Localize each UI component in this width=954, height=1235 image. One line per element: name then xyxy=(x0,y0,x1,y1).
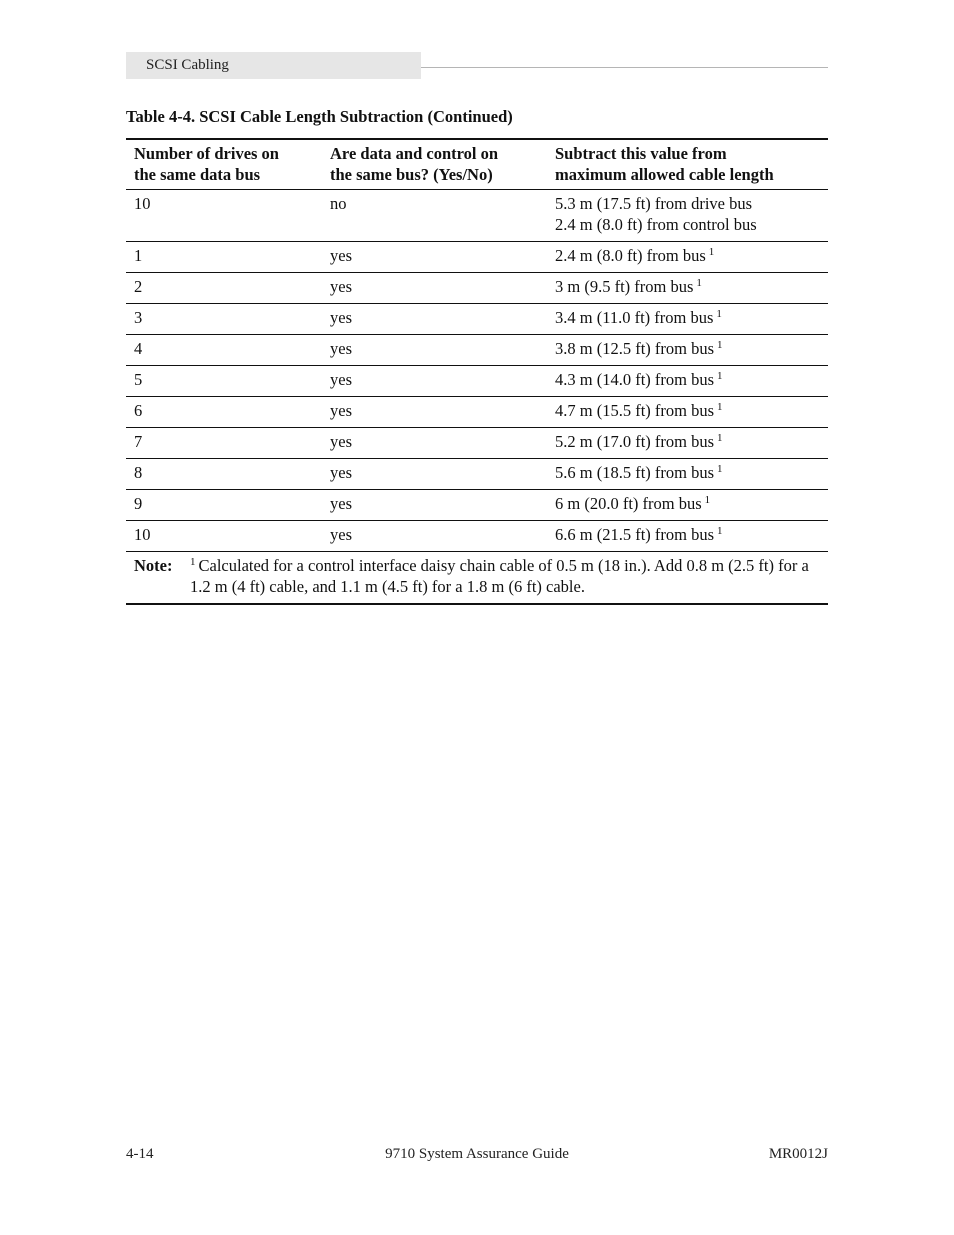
table-row xyxy=(126,459,828,490)
column-header-drives: Number of drives on the same data bus xyxy=(134,144,279,184)
cell-drives: 4 xyxy=(134,339,143,358)
cell-subtract xyxy=(547,273,828,304)
footnote-marker: 1 xyxy=(717,339,723,351)
cell-same-bus: no xyxy=(330,194,347,213)
table-note-cell xyxy=(126,552,828,605)
table-row xyxy=(126,335,828,366)
subtract-value: 5.3 m (17.5 ft) from drive bus xyxy=(555,194,753,213)
cell-drives: 2 xyxy=(134,277,143,296)
footer-title: 9710 System Assurance Guide xyxy=(385,1146,569,1162)
cell-subtract xyxy=(547,190,828,242)
cell-subtract xyxy=(547,397,828,428)
cell-drives: 7 xyxy=(134,432,143,451)
table-header-row xyxy=(126,139,828,190)
cell-subtract xyxy=(547,521,828,552)
cell-same-bus: yes xyxy=(330,525,352,544)
cell-subtract xyxy=(547,366,828,397)
cell-subtract xyxy=(547,490,828,521)
subtract-value: 3.8 m (12.5 ft) from bus xyxy=(555,339,715,358)
cell-subtract xyxy=(547,335,828,366)
table-row xyxy=(126,366,828,397)
footer-doc-id: MR0012J xyxy=(768,1146,828,1162)
cell-drives: 8 xyxy=(134,463,143,482)
cell-same-bus: yes xyxy=(330,308,352,327)
running-header-tab xyxy=(126,52,421,79)
subtract-value: 6 m (20.0 ft) from bus xyxy=(555,494,702,513)
footnote-marker: 1 xyxy=(717,432,723,444)
cell-drives: 5 xyxy=(134,370,143,389)
table-row xyxy=(126,428,828,459)
header-rule xyxy=(421,67,828,68)
note-footnote-marker: 1 xyxy=(190,556,196,568)
footnote-marker: 1 xyxy=(696,277,702,289)
cable-length-table xyxy=(126,138,828,605)
cell-same-bus: yes xyxy=(330,432,352,451)
running-header-section: SCSI Cabling xyxy=(146,57,229,73)
table-row xyxy=(126,190,828,242)
table-row xyxy=(126,521,828,552)
subtract-value: 4.7 m (15.5 ft) from bus xyxy=(555,401,715,420)
note-body: Calculated for a control interface daisy chain cable of 0.5 m (18 in.). Add 0.8 m (2.5 ft) for a 1.2 m (4 ft) cable, and 1.1 m (4.5 ft) for a 1.8 m (6 ft) cable. xyxy=(190,556,809,596)
footnote-marker: 1 xyxy=(708,246,715,258)
cell-subtract xyxy=(547,242,828,273)
cell-same-bus: yes xyxy=(330,463,352,482)
cell-same-bus: yes xyxy=(330,246,352,265)
cell-same-bus: yes xyxy=(330,401,352,420)
note-label: Note: xyxy=(134,556,173,575)
footnote-marker: 1 xyxy=(717,401,723,413)
subtract-value: 2.4 m (8.0 ft) from bus xyxy=(555,246,706,265)
cell-drives: 6 xyxy=(134,401,143,420)
cell-drives: 9 xyxy=(134,494,143,513)
cell-drives: 3 xyxy=(134,308,143,327)
cell-subtract xyxy=(547,459,828,490)
cell-subtract xyxy=(547,428,828,459)
footnote-marker: 1 xyxy=(716,308,722,320)
subtract-value: 5.2 m (17.0 ft) from bus xyxy=(555,432,715,451)
footnote-marker: 1 xyxy=(717,463,723,475)
footnote-marker: 1 xyxy=(717,370,723,382)
footnote-marker: 1 xyxy=(704,494,711,506)
cell-drives: 1 xyxy=(134,246,143,265)
footer-page-number: 4-14 xyxy=(126,1146,154,1162)
cell-same-bus: yes xyxy=(330,339,352,358)
note-text xyxy=(190,555,820,597)
column-header-same-bus: Are data and control on the same bus? (Yes/No) xyxy=(330,144,499,184)
table-note-row xyxy=(126,552,828,605)
table-row xyxy=(126,304,828,335)
table-body xyxy=(126,190,828,605)
column-header-subtract: Subtract this value from maximum allowed cable length xyxy=(555,144,774,184)
cell-same-bus: yes xyxy=(330,370,352,389)
cell-drives: 10 xyxy=(134,194,151,213)
footnote-marker: 1 xyxy=(717,525,723,537)
table-row xyxy=(126,397,828,428)
table-row xyxy=(126,273,828,304)
subtract-value: 3 m (9.5 ft) from bus xyxy=(555,277,694,296)
cell-same-bus: yes xyxy=(330,494,352,513)
subtract-value: 3.4 m (11.0 ft) from bus xyxy=(555,308,714,327)
table-row xyxy=(126,490,828,521)
cell-drives: 10 xyxy=(134,525,151,544)
table-note xyxy=(134,555,820,597)
table-caption: Table 4-4. SCSI Cable Length Subtraction (Continued) xyxy=(126,107,513,126)
subtract-value: 4.3 m (14.0 ft) from bus xyxy=(555,370,715,389)
cell-same-bus: yes xyxy=(330,277,352,296)
table-row xyxy=(126,242,828,273)
subtract-value: 6.6 m (21.5 ft) from bus xyxy=(555,525,715,544)
subtract-value: 2.4 m (8.0 ft) from control bus xyxy=(555,215,757,234)
subtract-value: 5.6 m (18.5 ft) from bus xyxy=(555,463,715,482)
cell-subtract xyxy=(547,304,828,335)
